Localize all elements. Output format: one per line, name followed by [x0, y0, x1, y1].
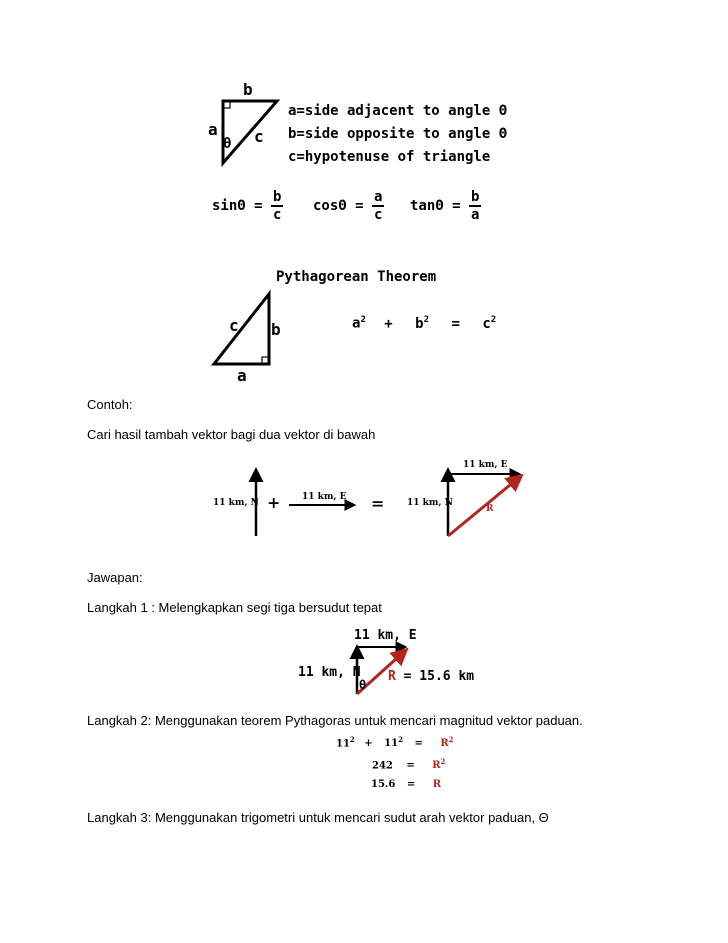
calc-row3-equals: = — [406, 779, 416, 790]
triangle-1-label-theta: θ — [223, 136, 232, 152]
eq-b-exp: 2 — [423, 315, 430, 325]
calc-row3-r: R — [432, 779, 442, 790]
calc-row-1 — [336, 735, 454, 749]
east-vector-label: 11 km, E — [302, 492, 347, 502]
calc-row2-equals: = — [406, 760, 415, 772]
equals-sign: = — [371, 494, 385, 513]
eq-plus: + — [384, 315, 393, 332]
eq-equals: = — [451, 315, 460, 332]
sin-denominator: c — [273, 207, 282, 223]
north-vector-label: 11 km, N — [213, 498, 259, 508]
calc-row1-r-power: 2 — [448, 735, 454, 744]
definition-a: a=side adjacent to angle Θ — [288, 103, 508, 119]
calc-row2-r: R — [432, 760, 441, 772]
east-vector-label-2: 11 km, E — [463, 460, 508, 470]
calc-row1-equals: = — [414, 738, 423, 750]
triangle-2-label-c: c — [229, 316, 239, 335]
triangle-2-label-a: a — [237, 366, 247, 385]
tan-denominator: a — [471, 207, 480, 223]
tan-numerator: b — [471, 189, 480, 205]
completed-north-label: 11 km, N — [298, 665, 361, 680]
calc-row1-term1: 11 — [336, 738, 350, 750]
sin-numerator: b — [273, 189, 282, 205]
completed-resultant-r: R — [388, 669, 396, 684]
completed-east-label: 11 km, E — [354, 628, 417, 643]
eq-c: c — [482, 315, 491, 332]
completed-theta-label: θ — [359, 678, 367, 692]
step2-text: Langkah 2: Menggunakan teorem Pythagoras untuk mencari magnitud vektor paduan. — [87, 713, 583, 728]
calc-row3-value: 15.6 — [371, 779, 396, 790]
calc-row2-r-power: 2 — [440, 757, 446, 766]
north-vector-label-2: 11 km, N — [407, 498, 453, 508]
triangle-1-label-b: b — [243, 80, 253, 99]
definition-c: c=hypotenuse of triangle — [288, 149, 491, 165]
calc-row1-plus: + — [364, 738, 373, 750]
cos-lhs: cosΘ = — [313, 198, 364, 214]
completed-resultant-value — [388, 669, 474, 684]
calc-row1-power1: 2 — [349, 735, 355, 744]
calc-row-2 — [372, 757, 445, 771]
step3-text: Langkah 3: Menggunakan trigometri untuk mencari sudut arah vektor paduan, Θ — [87, 810, 549, 825]
contoh-label: Contoh: — [87, 397, 133, 412]
pythagorean-title: Pythagorean Theorem — [276, 269, 437, 285]
plus-sign: + — [267, 493, 281, 512]
triangle-1-label-c: c — [254, 127, 264, 146]
sin-lhs: sinΘ = — [212, 198, 263, 214]
eq-a: a — [352, 315, 361, 332]
resultant-label: R — [486, 504, 494, 514]
jawapan-label: Jawapan: — [87, 570, 143, 585]
eq-c-exp: 2 — [490, 315, 497, 325]
triangle-1-label-a: a — [208, 120, 218, 139]
calc-row1-r: R — [440, 738, 449, 750]
calc-row-3 — [371, 779, 441, 790]
step1-text: Langkah 1 : Melengkapkan segi tiga bersudut tepat — [87, 600, 382, 615]
calc-row1-power2: 2 — [398, 735, 403, 744]
definition-b: b=side opposite to angle Θ — [288, 126, 508, 142]
calc-row1-term2: 11 — [384, 738, 399, 750]
cos-denominator: c — [374, 207, 383, 223]
completed-resultant-magnitude: = 15.6 km — [403, 669, 475, 684]
eq-a-exp: 2 — [360, 315, 366, 325]
question-text: Cari hasil tambah vektor bagi dua vektor di bawah — [87, 427, 376, 442]
calc-row2-value: 242 — [372, 760, 393, 772]
triangle-2-label-b: b — [271, 320, 281, 339]
eq-b: b — [415, 315, 424, 332]
cos-numerator: a — [374, 189, 383, 205]
tan-lhs: tanΘ = — [410, 198, 461, 214]
